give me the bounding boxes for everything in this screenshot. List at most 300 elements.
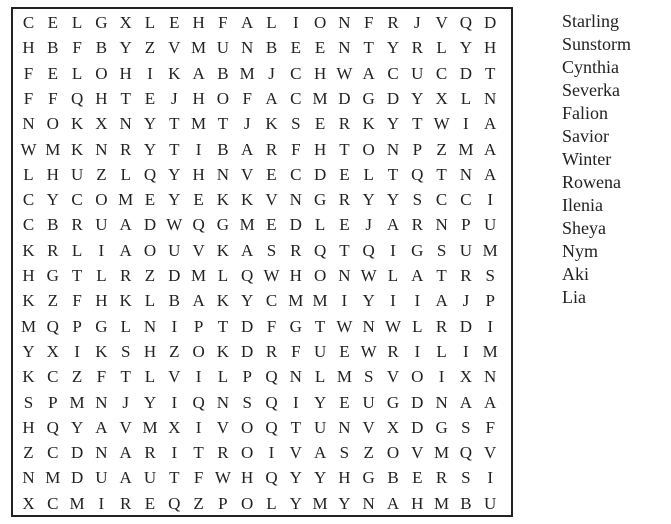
- grid-letter[interactable]: P: [242, 367, 252, 387]
- grid-letter[interactable]: Y: [289, 493, 302, 513]
- grid-letter[interactable]: X: [168, 417, 181, 437]
- grid-letter[interactable]: L: [144, 13, 156, 32]
- grid-letter[interactable]: G: [46, 266, 59, 285]
- grid-letter[interactable]: Q: [265, 367, 278, 387]
- grid-letter[interactable]: P: [218, 493, 228, 513]
- grid-letter[interactable]: J: [243, 114, 251, 134]
- grid-letter[interactable]: R: [265, 341, 278, 361]
- grid-letter[interactable]: F: [291, 341, 301, 361]
- grid-letter[interactable]: L: [71, 63, 83, 83]
- grid-letter[interactable]: A: [95, 417, 108, 437]
- grid-letter[interactable]: R: [387, 341, 399, 361]
- grid-letter[interactable]: Q: [46, 417, 59, 437]
- grid-letter[interactable]: R: [435, 468, 448, 488]
- grid-letter[interactable]: T: [484, 63, 496, 83]
- grid-letter[interactable]: W: [336, 316, 353, 336]
- grid-letter[interactable]: G: [362, 88, 375, 108]
- grid-letter[interactable]: Y: [411, 88, 424, 108]
- grid-letter[interactable]: N: [289, 367, 302, 387]
- grid-letter[interactable]: M: [69, 392, 85, 412]
- grid-letter[interactable]: O: [386, 443, 400, 463]
- grid-letter[interactable]: H: [241, 468, 254, 488]
- grid-letter[interactable]: D: [386, 88, 400, 108]
- grid-letter[interactable]: V: [484, 443, 497, 463]
- grid-letter[interactable]: A: [435, 291, 448, 311]
- grid-letter[interactable]: L: [120, 316, 131, 336]
- grid-letter[interactable]: C: [47, 493, 59, 513]
- grid-letter[interactable]: O: [313, 13, 327, 32]
- grid-letter[interactable]: W: [20, 139, 37, 159]
- grid-letter[interactable]: R: [338, 190, 351, 210]
- grid-letter[interactable]: Y: [168, 190, 181, 210]
- grid-letter[interactable]: I: [463, 114, 469, 134]
- grid-letter[interactable]: R: [120, 139, 132, 159]
- grid-letter[interactable]: I: [74, 341, 80, 361]
- grid-letter[interactable]: X: [46, 341, 59, 361]
- grid-letter[interactable]: S: [339, 443, 350, 463]
- grid-letter[interactable]: Q: [265, 468, 278, 488]
- grid-letter[interactable]: U: [95, 215, 108, 235]
- grid-letter[interactable]: K: [216, 341, 230, 361]
- grid-letter[interactable]: O: [241, 443, 254, 463]
- grid-letter[interactable]: V: [435, 13, 448, 32]
- grid-letter[interactable]: S: [461, 468, 471, 488]
- grid-letter[interactable]: Q: [459, 443, 473, 463]
- grid-letter[interactable]: W: [360, 266, 377, 285]
- grid-letter[interactable]: F: [363, 13, 374, 32]
- grid-letter[interactable]: Y: [362, 190, 375, 210]
- grid-letter[interactable]: L: [266, 13, 277, 32]
- grid-letter[interactable]: Y: [143, 139, 157, 159]
- grid-letter[interactable]: T: [363, 38, 374, 58]
- grid-letter[interactable]: M: [45, 139, 61, 159]
- grid-letter[interactable]: M: [20, 316, 37, 336]
- grid-letter[interactable]: N: [338, 417, 351, 437]
- grid-letter[interactable]: S: [363, 367, 374, 387]
- grid-letter[interactable]: P: [461, 215, 471, 235]
- grid-letter[interactable]: B: [265, 38, 278, 58]
- grid-letter[interactable]: O: [362, 139, 375, 159]
- grid-letter[interactable]: I: [414, 291, 421, 311]
- grid-letter[interactable]: I: [171, 392, 178, 412]
- grid-letter[interactable]: E: [266, 215, 277, 235]
- grid-letter[interactable]: A: [411, 266, 424, 285]
- grid-letter[interactable]: N: [362, 493, 375, 513]
- grid-letter[interactable]: N: [289, 190, 302, 210]
- grid-letter[interactable]: Y: [313, 392, 327, 412]
- grid-letter[interactable]: H: [95, 88, 108, 108]
- grid-letter[interactable]: J: [365, 215, 372, 235]
- grid-letter[interactable]: F: [23, 63, 34, 83]
- grid-letter[interactable]: N: [95, 443, 108, 463]
- grid-letter[interactable]: H: [22, 266, 35, 285]
- grid-letter[interactable]: S: [436, 240, 447, 260]
- grid-letter[interactable]: A: [241, 139, 254, 159]
- grid-letter[interactable]: S: [23, 392, 34, 412]
- grid-letter[interactable]: E: [144, 493, 156, 513]
- grid-letter[interactable]: Y: [386, 190, 400, 210]
- grid-letter[interactable]: M: [239, 215, 255, 235]
- grid-letter[interactable]: A: [119, 215, 132, 235]
- grid-letter[interactable]: I: [487, 468, 494, 488]
- grid-letter[interactable]: T: [412, 114, 423, 134]
- grid-letter[interactable]: O: [46, 114, 59, 134]
- grid-letter[interactable]: L: [217, 266, 229, 285]
- grid-letter[interactable]: K: [216, 291, 230, 311]
- grid-letter[interactable]: V: [362, 417, 375, 437]
- grid-letter[interactable]: A: [119, 240, 132, 260]
- grid-letter[interactable]: N: [362, 316, 375, 336]
- grid-letter[interactable]: U: [168, 240, 181, 260]
- grid-letter[interactable]: F: [48, 88, 58, 108]
- grid-letter[interactable]: D: [289, 215, 302, 235]
- grid-letter[interactable]: T: [339, 139, 350, 159]
- grid-letter[interactable]: N: [338, 13, 351, 32]
- grid-letter[interactable]: L: [96, 266, 107, 285]
- grid-letter[interactable]: T: [314, 316, 326, 336]
- grid-letter[interactable]: L: [436, 38, 447, 58]
- grid-letter[interactable]: F: [193, 468, 204, 488]
- grid-letter[interactable]: O: [313, 266, 327, 285]
- grid-letter[interactable]: R: [120, 493, 132, 513]
- grid-letter[interactable]: C: [290, 88, 302, 108]
- grid-letter[interactable]: Y: [386, 38, 400, 58]
- grid-letter[interactable]: X: [459, 367, 473, 387]
- grid-letter[interactable]: D: [70, 468, 84, 488]
- grid-letter[interactable]: L: [266, 493, 277, 513]
- grid-letter[interactable]: V: [386, 367, 400, 387]
- grid-letter[interactable]: S: [291, 114, 301, 134]
- grid-letter[interactable]: K: [216, 190, 230, 210]
- grid-letter[interactable]: O: [143, 240, 157, 260]
- grid-letter[interactable]: I: [438, 367, 445, 387]
- grid-letter[interactable]: K: [70, 139, 84, 159]
- grid-letter[interactable]: R: [144, 443, 156, 463]
- grid-letter[interactable]: J: [170, 88, 178, 108]
- grid-letter[interactable]: K: [119, 291, 132, 311]
- grid-letter[interactable]: G: [411, 240, 424, 260]
- grid-letter[interactable]: L: [144, 291, 156, 311]
- grid-letter[interactable]: D: [411, 417, 424, 437]
- grid-letter[interactable]: B: [460, 493, 472, 513]
- grid-letter[interactable]: N: [119, 114, 132, 134]
- grid-letter[interactable]: A: [192, 63, 205, 83]
- grid-letter[interactable]: E: [144, 88, 156, 108]
- grid-letter[interactable]: I: [171, 316, 178, 336]
- grid-letter[interactable]: I: [390, 291, 396, 311]
- grid-letter[interactable]: D: [313, 164, 327, 184]
- grid-letter[interactable]: L: [363, 164, 374, 184]
- grid-letter[interactable]: U: [313, 341, 327, 361]
- grid-letter[interactable]: Q: [143, 164, 157, 184]
- grid-letter[interactable]: Q: [70, 88, 84, 108]
- grid-letter[interactable]: Q: [192, 392, 205, 412]
- grid-letter[interactable]: B: [47, 38, 59, 58]
- grid-letter[interactable]: T: [120, 88, 131, 108]
- grid-letter[interactable]: I: [195, 417, 202, 437]
- grid-letter[interactable]: J: [268, 63, 275, 83]
- grid-letter[interactable]: F: [291, 139, 301, 159]
- grid-letter[interactable]: D: [241, 316, 254, 336]
- grid-letter[interactable]: Z: [47, 291, 58, 311]
- grid-letter[interactable]: E: [314, 114, 326, 134]
- grid-letter[interactable]: L: [460, 88, 472, 108]
- grid-letter[interactable]: S: [461, 417, 471, 437]
- grid-letter[interactable]: I: [292, 392, 299, 412]
- grid-letter[interactable]: X: [119, 13, 132, 32]
- grid-letter[interactable]: I: [487, 316, 494, 336]
- grid-letter[interactable]: K: [168, 63, 181, 83]
- grid-letter[interactable]: H: [22, 38, 35, 58]
- grid-letter[interactable]: T: [217, 316, 229, 336]
- grid-letter[interactable]: U: [216, 38, 230, 58]
- grid-letter[interactable]: M: [191, 266, 207, 285]
- grid-letter[interactable]: L: [314, 215, 326, 235]
- grid-letter[interactable]: I: [341, 291, 348, 311]
- grid-letter[interactable]: C: [71, 190, 83, 210]
- grid-letter[interactable]: A: [241, 13, 254, 32]
- grid-letter[interactable]: Z: [436, 139, 447, 159]
- grid-letter[interactable]: C: [22, 215, 35, 235]
- grid-letter[interactable]: I: [147, 63, 153, 83]
- grid-letter[interactable]: D: [241, 341, 254, 361]
- grid-letter[interactable]: M: [191, 38, 207, 58]
- grid-letter[interactable]: P: [485, 291, 495, 311]
- grid-letter[interactable]: I: [195, 139, 202, 159]
- grid-letter[interactable]: T: [169, 139, 180, 159]
- grid-letter[interactable]: Q: [265, 417, 278, 437]
- grid-letter[interactable]: H: [46, 164, 59, 184]
- grid-letter[interactable]: N: [459, 164, 473, 184]
- grid-letter[interactable]: Q: [168, 493, 181, 513]
- grid-letter[interactable]: R: [290, 240, 302, 260]
- grid-letter[interactable]: N: [95, 392, 108, 412]
- grid-letter[interactable]: L: [71, 240, 83, 260]
- grid-letter[interactable]: J: [413, 13, 421, 32]
- grid-letter[interactable]: A: [362, 63, 375, 83]
- grid-letter[interactable]: E: [169, 13, 180, 32]
- grid-letter[interactable]: H: [313, 139, 327, 159]
- grid-letter[interactable]: N: [216, 392, 230, 412]
- grid-letter[interactable]: D: [459, 63, 473, 83]
- grid-letter[interactable]: H: [192, 164, 205, 184]
- grid-letter[interactable]: O: [241, 493, 254, 513]
- grid-letter[interactable]: A: [484, 114, 497, 134]
- grid-letter[interactable]: M: [288, 291, 304, 311]
- grid-letter[interactable]: J: [122, 392, 129, 412]
- grid-letter[interactable]: A: [484, 392, 497, 412]
- grid-letter[interactable]: U: [143, 468, 157, 488]
- grid-letter[interactable]: G: [435, 417, 448, 437]
- grid-letter[interactable]: H: [411, 493, 424, 513]
- grid-letter[interactable]: U: [362, 392, 375, 412]
- grid-letter[interactable]: Q: [313, 240, 327, 260]
- grid-letter[interactable]: F: [72, 291, 82, 311]
- grid-letter[interactable]: B: [95, 38, 108, 58]
- grid-letter[interactable]: Y: [459, 38, 473, 58]
- grid-letter[interactable]: H: [192, 88, 205, 108]
- grid-letter[interactable]: F: [23, 88, 34, 108]
- grid-letter[interactable]: G: [95, 316, 108, 336]
- grid-letter[interactable]: A: [192, 291, 205, 311]
- grid-letter[interactable]: K: [216, 240, 230, 260]
- grid-letter[interactable]: V: [411, 443, 424, 463]
- grid-letter[interactable]: Q: [192, 215, 205, 235]
- grid-letter[interactable]: C: [47, 443, 59, 463]
- grid-letter[interactable]: R: [411, 38, 423, 58]
- grid-letter[interactable]: N: [216, 164, 230, 184]
- grid-letter[interactable]: K: [70, 114, 84, 134]
- grid-letter[interactable]: L: [217, 367, 229, 387]
- grid-letter[interactable]: A: [484, 139, 497, 159]
- grid-letter[interactable]: Q: [265, 392, 278, 412]
- grid-letter[interactable]: M: [336, 367, 352, 387]
- grid-letter[interactable]: H: [22, 417, 35, 437]
- grid-letter[interactable]: C: [387, 63, 399, 83]
- grid-letter[interactable]: T: [217, 114, 229, 134]
- grid-letter[interactable]: H: [289, 266, 302, 285]
- grid-letter[interactable]: F: [242, 88, 252, 108]
- grid-letter[interactable]: E: [339, 164, 350, 184]
- grid-letter[interactable]: Y: [70, 417, 84, 437]
- grid-letter[interactable]: C: [47, 367, 59, 387]
- grid-letter[interactable]: Y: [386, 114, 400, 134]
- grid-letter[interactable]: P: [72, 316, 82, 336]
- grid-letter[interactable]: W: [336, 63, 353, 83]
- grid-letter[interactable]: R: [435, 316, 448, 336]
- grid-letter[interactable]: W: [433, 114, 450, 134]
- grid-letter[interactable]: V: [119, 417, 132, 437]
- grid-letter[interactable]: F: [266, 316, 277, 336]
- grid-letter[interactable]: A: [241, 240, 254, 260]
- grid-letter[interactable]: P: [48, 392, 58, 412]
- grid-letter[interactable]: S: [412, 190, 423, 210]
- grid-letter[interactable]: E: [290, 38, 301, 58]
- grid-letter[interactable]: B: [217, 63, 229, 83]
- grid-letter[interactable]: G: [216, 215, 230, 235]
- grid-letter[interactable]: B: [168, 291, 180, 311]
- grid-letter[interactable]: Z: [363, 443, 374, 463]
- grid-letter[interactable]: O: [241, 417, 254, 437]
- grid-letter[interactable]: N: [143, 316, 157, 336]
- grid-letter[interactable]: U: [95, 468, 108, 488]
- grid-letter[interactable]: N: [435, 215, 448, 235]
- grid-letter[interactable]: A: [459, 392, 473, 412]
- grid-letter[interactable]: V: [168, 367, 181, 387]
- grid-letter[interactable]: D: [338, 88, 351, 108]
- grid-letter[interactable]: D: [459, 316, 473, 336]
- grid-letter[interactable]: D: [168, 266, 181, 285]
- grid-letter[interactable]: W: [384, 316, 402, 336]
- grid-letter[interactable]: O: [216, 88, 230, 108]
- grid-letter[interactable]: S: [266, 240, 277, 260]
- grid-letter[interactable]: W: [360, 341, 377, 361]
- grid-letter[interactable]: H: [484, 38, 497, 58]
- grid-letter[interactable]: T: [169, 114, 180, 134]
- grid-letter[interactable]: J: [462, 291, 470, 311]
- grid-letter[interactable]: L: [436, 341, 447, 361]
- grid-letter[interactable]: Q: [46, 316, 59, 336]
- grid-letter[interactable]: H: [338, 468, 351, 488]
- grid-letter[interactable]: Q: [362, 240, 375, 260]
- grid-letter[interactable]: I: [292, 13, 299, 32]
- grid-letter[interactable]: O: [95, 63, 108, 83]
- grid-letter[interactable]: E: [144, 190, 156, 210]
- grid-letter[interactable]: S: [242, 392, 252, 412]
- grid-letter[interactable]: C: [290, 164, 302, 184]
- grid-letter[interactable]: Y: [313, 468, 327, 488]
- grid-letter[interactable]: L: [144, 367, 156, 387]
- grid-letter[interactable]: W: [166, 215, 183, 235]
- grid-letter[interactable]: Z: [23, 443, 34, 463]
- grid-letter[interactable]: B: [217, 139, 229, 159]
- grid-letter[interactable]: M: [118, 190, 134, 210]
- grid-letter[interactable]: Q: [241, 266, 254, 285]
- grid-letter[interactable]: F: [218, 13, 228, 32]
- grid-letter[interactable]: C: [290, 63, 302, 83]
- grid-letter[interactable]: U: [411, 63, 424, 83]
- grid-letter[interactable]: E: [339, 392, 350, 412]
- grid-letter[interactable]: C: [22, 13, 35, 32]
- grid-letter[interactable]: N: [435, 392, 448, 412]
- grid-letter[interactable]: A: [386, 215, 400, 235]
- grid-letter[interactable]: C: [265, 291, 278, 311]
- grid-letter[interactable]: E: [412, 468, 423, 488]
- grid-letter[interactable]: K: [241, 190, 254, 210]
- grid-letter[interactable]: V: [265, 190, 278, 210]
- grid-letter[interactable]: I: [414, 341, 421, 361]
- grid-letter[interactable]: Y: [143, 114, 157, 134]
- grid-letter[interactable]: W: [214, 468, 231, 488]
- grid-letter[interactable]: V: [192, 240, 205, 260]
- grid-letter[interactable]: G: [289, 316, 302, 336]
- grid-letter[interactable]: Y: [168, 164, 181, 184]
- grid-letter[interactable]: Q: [411, 164, 424, 184]
- grid-letter[interactable]: Z: [71, 367, 83, 387]
- grid-letter[interactable]: R: [460, 266, 472, 285]
- grid-letter[interactable]: K: [265, 114, 278, 134]
- grid-letter[interactable]: T: [71, 266, 83, 285]
- grid-letter[interactable]: L: [71, 13, 83, 32]
- grid-letter[interactable]: M: [69, 493, 85, 513]
- grid-letter[interactable]: N: [241, 38, 254, 58]
- grid-letter[interactable]: U: [459, 240, 473, 260]
- grid-letter[interactable]: Y: [289, 468, 302, 488]
- grid-letter[interactable]: T: [436, 266, 447, 285]
- grid-letter[interactable]: O: [192, 341, 205, 361]
- grid-letter[interactable]: K: [22, 367, 35, 387]
- grid-letter[interactable]: N: [338, 266, 351, 285]
- grid-letter[interactable]: E: [266, 164, 277, 184]
- grid-letter[interactable]: K: [95, 341, 108, 361]
- grid-letter[interactable]: Y: [119, 38, 132, 58]
- grid-letter[interactable]: X: [22, 493, 35, 513]
- grid-letter[interactable]: M: [312, 493, 328, 513]
- grid-letter[interactable]: Z: [169, 341, 180, 361]
- grid-letter[interactable]: M: [434, 443, 450, 463]
- grid-letter[interactable]: G: [313, 190, 327, 210]
- grid-letter[interactable]: N: [484, 367, 497, 387]
- grid-letter[interactable]: O: [95, 190, 108, 210]
- grid-letter[interactable]: Y: [22, 341, 35, 361]
- grid-letter[interactable]: E: [314, 38, 326, 58]
- grid-letter[interactable]: I: [268, 443, 275, 463]
- grid-letter[interactable]: M: [458, 139, 474, 159]
- grid-letter[interactable]: F: [96, 367, 107, 387]
- grid-letter[interactable]: A: [119, 468, 132, 488]
- grid-letter[interactable]: D: [411, 392, 424, 412]
- grid-letter[interactable]: I: [98, 240, 105, 260]
